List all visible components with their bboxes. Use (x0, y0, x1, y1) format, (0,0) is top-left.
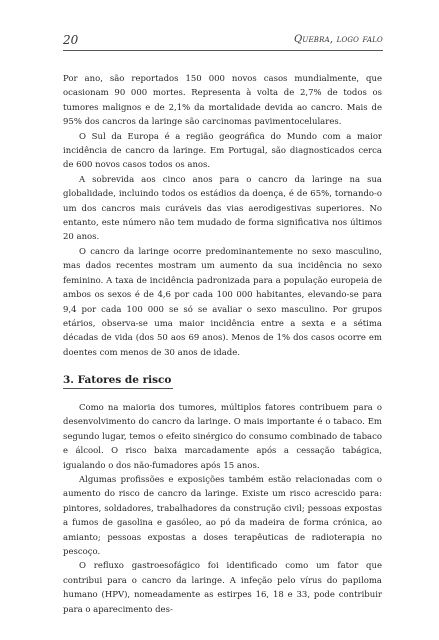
heading-underline (63, 388, 173, 389)
section-risk-factors-text (63, 401, 382, 617)
running-title: Quebra, logo falo (293, 34, 383, 45)
header-rule (63, 50, 383, 51)
paragraph: Como na maioria dos tumores, múltiplos fatores contribuem para o desenvolvimento do cancro da laringe. O mais importante é o tabaco. Em segundo lugar, temos o efeito sinérgico do consumo combinado de tabaco e álcool. O risco baixa marcadamente após a cessação tabágica, igualando o dos não-fumadores após 15 anos. (63, 403, 382, 471)
paragraph: O cancro da laringe ocorre predominantemente no sexo masculino, mas dados recentes mostram um aumento da sua incidência no sexo feminino. A taxa de incidência padronizada para a população europeia de ambos os sexos é de 4,6 por cada 100 000 habitantes, elevando-se para 9,4 por cada 100 000 se só se avaliar o sexo masculino. Por grupos etários, observa-se uma maior incidência entre a sexta e a sétima décadas de vida (dos 50 aos 69 anos). Menos de 1% dos casos ocorre em doentes com menos de 30 anos de idade. (63, 246, 382, 358)
section-incidence-text (63, 72, 382, 360)
section-heading-block (63, 374, 173, 389)
page-header (63, 33, 383, 49)
section-heading: 3. Fatores de risco (63, 374, 172, 386)
paragraph: A sobrevida aos cinco anos para o cancro da laringe na sua globalidade, incluindo todos os estádios da doença, é de 65%, tornando-o um dos cancros mais curáveis das vias aerodigestivas superiores. No entanto, este número não tem mudado de forma significativa nos últimos 20 anos. (63, 174, 382, 243)
paragraph: O Sul da Europa é a região geográfica do Mundo com a maior incidência de cancro da laringe. Em Portugal, são diagnosticados cerca de 600 novos casos todos os anos. (63, 131, 382, 171)
paragraph: Por ano, são reportados 150 000 novos casos mundialmente, que ocasionam 90 000 mortes. Representa à volta de 2,7% de todos os tumores malignos e de 2,1% da mortalidade devida ao cancro. Mais de 95% dos cancros da laringe são carcinomas pavimentocelulares. (63, 74, 382, 128)
paragraph: O refluxo gastroesofágico foi identificado como um fator que contribui para o cancro da laringe. A infeção pelo vírus do papiloma humano (HPV), nomeadamente as estirpes 16, 18 e 33, pode contribuir para o aparecimento des- (63, 561, 382, 615)
paragraph: Algumas profissões e exposições também estão relacionadas com o aumento do risco de cancro da laringe. Existe um risco acrescido para: pintores, soldadores, trabalhadores da construção civil; pessoas expostas a fumos de gasolina e gasóleo, ao pó da madeira de forma crónica, ao amianto; pessoas expostas a doses terapêuticas de radioterapia no pescoço. (63, 475, 382, 558)
page-number: 20 (63, 33, 79, 47)
